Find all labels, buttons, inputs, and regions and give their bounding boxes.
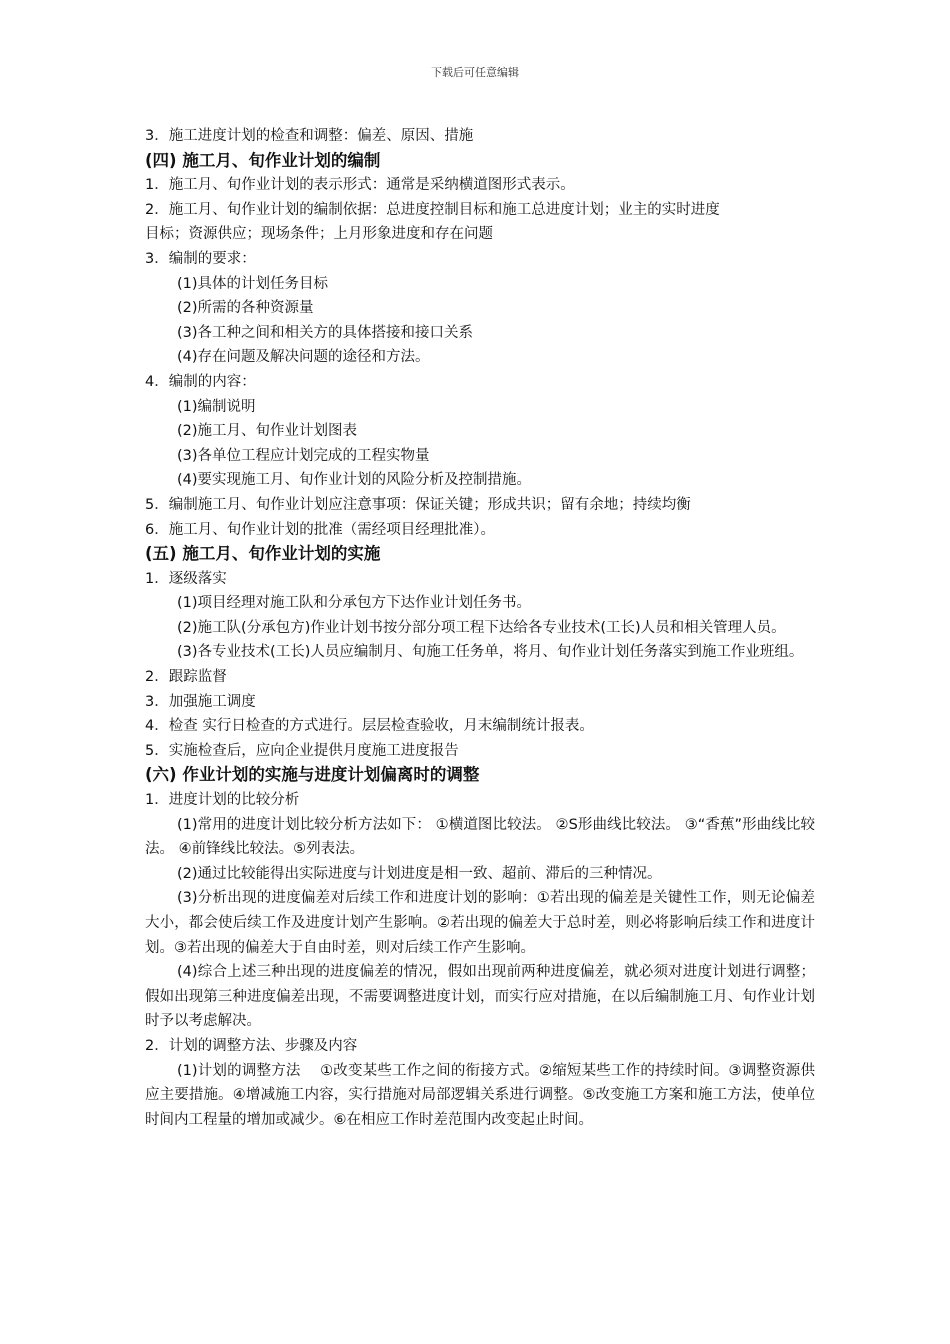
indented-item: (4)要实现施工月、旬作业计划的风险分析及控制措施。 xyxy=(177,472,532,489)
indented-item: (1)编制说明 xyxy=(177,398,256,415)
section-heading: (六) 作业计划的实施与进度计划偏离时的调整 xyxy=(145,765,480,785)
text-line: 1．逐级落实 xyxy=(145,570,227,587)
section-heading: (五) 施工月、旬作业计划的实施 xyxy=(145,544,381,564)
section-heading: (四) 施工月、旬作业计划的编制 xyxy=(145,150,381,170)
text-line: 1．施工月、旬作业计划的表示形式：通常是采纳横道图形式表示。 xyxy=(145,177,575,194)
indented-item: (1)具体的计划任务目标 xyxy=(177,275,329,292)
text-line: 3．加强施工调度 xyxy=(145,693,256,710)
paragraph: (4)综合上述三种出现的进度偏差的情况，假如出现前两种进度偏差，就必须对进度计划进行调整；假如出现第三种进度偏差出现，不需要调整进度计划，而实行应对措施，在以后编制施工月、旬作业计划时予以考虑解决。 xyxy=(145,964,815,1030)
text-line: 3．施工进度计划的检查和调整：偏差、原因、措施 xyxy=(145,128,474,144)
document-body xyxy=(145,124,815,1132)
text-line: 6．施工月、旬作业计划的批准（需经项目经理批准）。 xyxy=(145,521,495,538)
text-line: 4．编制的内容： xyxy=(145,373,256,390)
text-line: 5．实施检查后，应向企业提供月度施工进度报告 xyxy=(145,742,459,759)
text-line: 2．施工月、旬作业计划的编制依据：总进度控制目标和施工总进度计划；业主的实时进度 xyxy=(145,201,720,218)
text-line: 3．编制的要求： xyxy=(145,250,256,267)
indented-item: (2)施工月、旬作业计划图表 xyxy=(177,423,358,440)
indented-item: (2)所需的各种资源量 xyxy=(177,300,314,317)
paragraph: (1)计划的调整方法 ①改变某些工作之间的衔接方式。②缩短某些工作的持续时间。③调整资源供应主要措施。④增减施工内容，实行措施对局部逻辑关系进行调整。⑤改变施工方案和施工方法，使单位时间内工程量的增加或减少。⑥在相应工作时差范围内改变起止时间。 xyxy=(145,1062,815,1128)
text-line: 4．检查 实行日检查的方式进行。层层检查验收，月末编制统计报表。 xyxy=(145,718,594,735)
text-line: 2．跟踪监督 xyxy=(145,669,227,686)
indented-item: (3)各工种之间和相关方的具体搭接和接口关系 xyxy=(177,324,474,341)
paragraph: (1)常用的进度计划比较分析方法如下： ①横道图比较法。 ②S形曲线比较法。 ③“香蕉”形曲线比较法。 ④前锋线比较法。⑤列表法。 xyxy=(145,816,815,858)
indented-item: (1)项目经理对施工队和分承包方下达作业计划任务书。 xyxy=(177,595,532,612)
text-line: 2．计划的调整方法、步骤及内容 xyxy=(145,1037,358,1054)
page-header: 下载后可任意编辑 xyxy=(431,66,519,79)
indented-item: (2)通过比较能得出实际进度与计划进度是相一致、超前、滞后的三种情况。 xyxy=(177,865,662,882)
indented-item: (4)存在问题及解决问题的途径和方法。 xyxy=(177,349,430,366)
text-line: 5．编制施工月、旬作业计划应注意事项：保证关键；形成共识；留有余地；持续均衡 xyxy=(145,496,691,513)
text-line: 1．进度计划的比较分析 xyxy=(145,792,300,809)
paragraph: (3)各专业技术(工长)人员应编制月、旬施工任务单，将月、旬作业计划任务落实到施工作业班组。 xyxy=(177,644,804,661)
indented-item: (3)各单位工程应计划完成的工程实物量 xyxy=(177,447,430,464)
text-line: 目标；资源供应；现场条件；上月形象进度和存在问题 xyxy=(145,226,493,243)
paragraph: (3)分析出现的进度偏差对后续工作和进度计划的影响：①若出现的偏差是关键性工作，则无论偏差大小，都会使后续工作及进度计划产生影响。②若出现的偏差大于总时差，则必将影响后续工作和进度计划。③若出现的偏差大于自由时差，则对后续工作产生影响。 xyxy=(145,890,815,956)
paragraph: (2)施工队(分承包方)作业计划书按分部分项工程下达给各专业技术(工长)人员和相关管理人员。 xyxy=(177,619,786,636)
